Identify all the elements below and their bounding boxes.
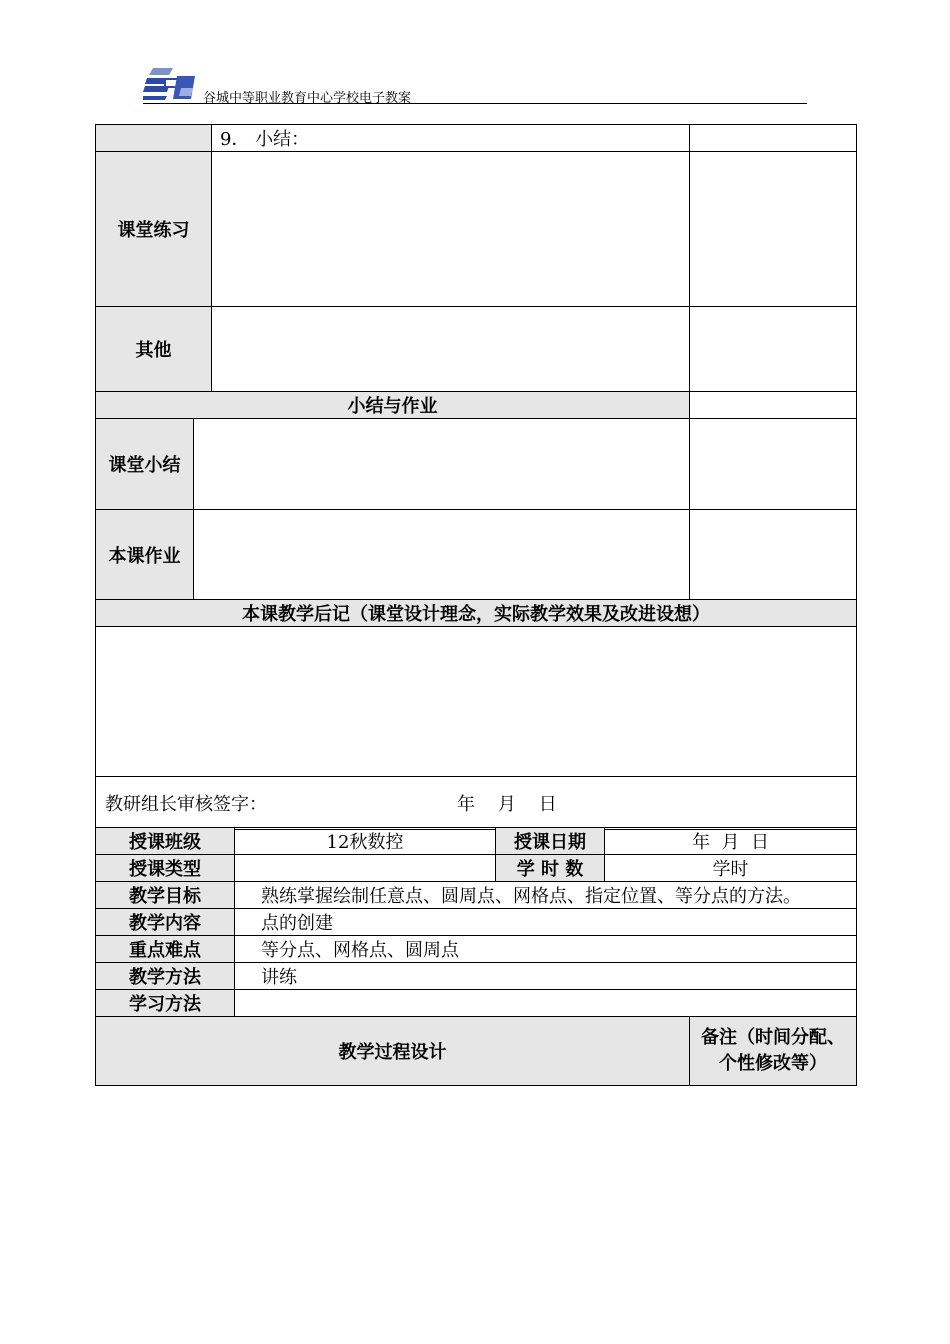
content-value: 点的创建: [235, 909, 857, 936]
school-logo-icon: [143, 66, 199, 102]
notes-cell: [690, 152, 857, 307]
objective-value: 熟练掌握绘制任意点、圆周点、网格点、指定位置、等分点的方法。: [235, 882, 857, 909]
learning-method-value: [235, 990, 857, 1017]
key-points-label: 重点难点: [96, 936, 235, 963]
notes-cell: [690, 510, 857, 600]
notes-cell: [690, 392, 857, 419]
postscript-content: [96, 627, 857, 777]
review-signature-row: [96, 777, 857, 830]
learning-method-label: 学习方法: [96, 990, 235, 1017]
type-value: [235, 855, 496, 882]
other-content: [212, 307, 690, 392]
date-value: 年 月 日: [605, 828, 857, 855]
blank-label-cell: [96, 125, 212, 152]
homework-content: [194, 510, 690, 600]
review-signature-label: 教研组长审核签字：: [105, 794, 267, 815]
content-label: 教学内容: [96, 909, 235, 936]
notes-heading-line1: 备注（时间分配、: [701, 1027, 845, 1048]
class-summary-label: 课堂小结: [96, 419, 194, 510]
method-value: 讲练: [235, 963, 857, 990]
notes-heading-line2: 个性修改等）: [719, 1053, 827, 1074]
class-practice-label: 课堂练习: [96, 152, 212, 307]
type-label: 授课类型: [96, 855, 235, 882]
page-header: [143, 64, 807, 106]
objective-label: 教学目标: [96, 882, 235, 909]
header-rule: [143, 103, 807, 104]
hours-value: 学时: [605, 855, 857, 882]
homework-label: 本课作业: [96, 510, 194, 600]
date-label: 授课日期: [496, 828, 605, 855]
method-label: 教学方法: [96, 963, 235, 990]
notes-cell: [690, 307, 857, 392]
class-value: 12秋数控: [235, 828, 496, 855]
class-practice-content: [212, 152, 690, 307]
summary-item: 9． 小结：: [212, 125, 690, 152]
hours-label: 学 时 数: [496, 855, 605, 882]
class-summary-content: [194, 419, 690, 510]
notes-cell: [690, 419, 857, 510]
school-name: 谷城中等职业教育中心学校电子教案: [203, 91, 412, 106]
other-label: 其他: [96, 307, 212, 392]
process-heading: 教学过程设计: [96, 1017, 690, 1086]
notes-heading: [690, 1017, 857, 1086]
class-label: 授课班级: [96, 828, 235, 855]
notes-cell: [690, 125, 857, 152]
key-points-value: 等分点、网格点、圆周点: [235, 936, 857, 963]
lesson-table-continuation: [95, 124, 857, 830]
summary-homework-heading: 小结与作业: [96, 392, 690, 419]
postscript-heading: 本课教学后记（课堂设计理念，实际教学效果及改进设想）: [96, 600, 857, 627]
lesson-info-table: [95, 827, 857, 1086]
review-date: 年 月 日: [457, 794, 557, 815]
